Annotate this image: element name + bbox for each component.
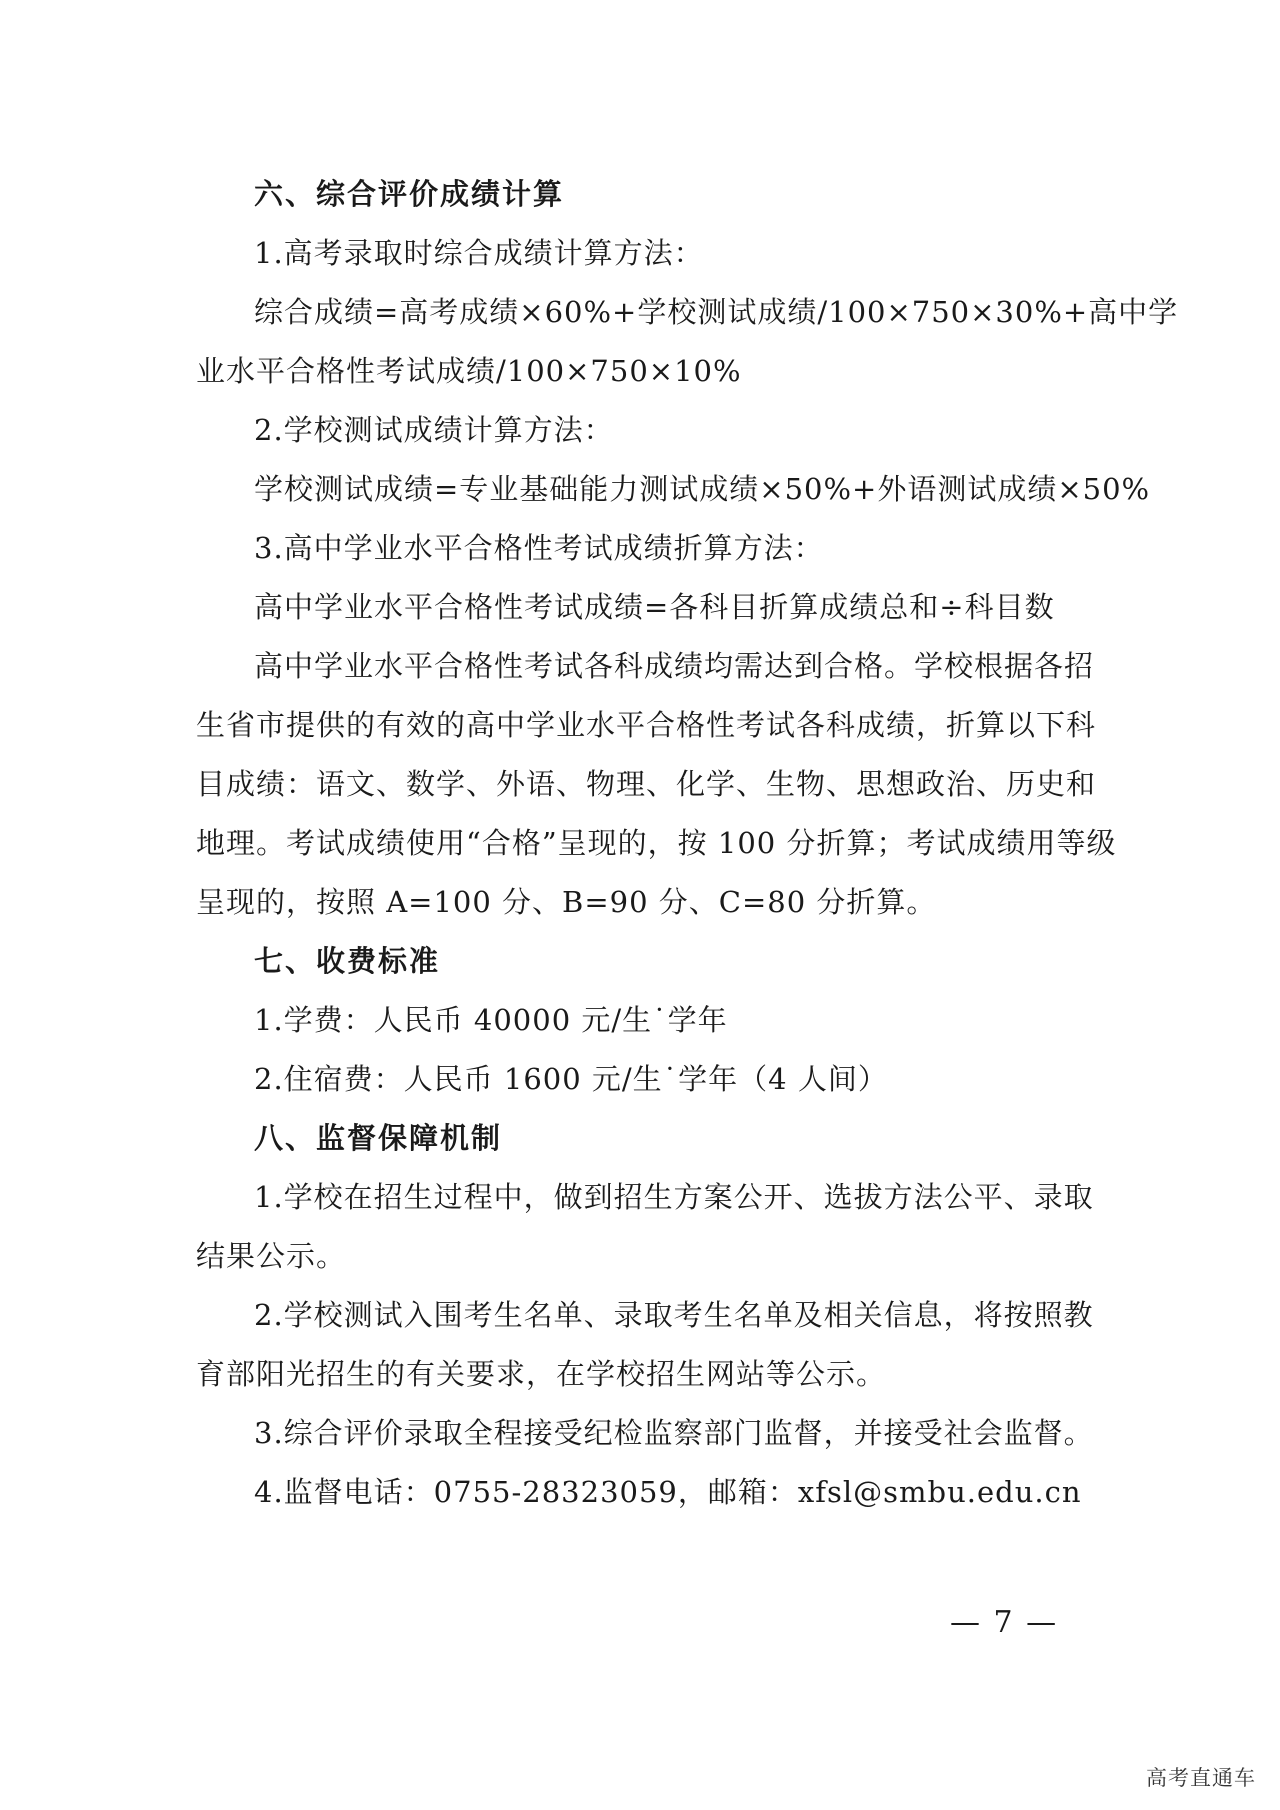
fee-accommodation: 2.住宿费：人民币 1600 元/生˙学年（4 人间） <box>254 1062 888 1096</box>
paragraph: 1.高考录取时综合成绩计算方法： <box>254 236 704 270</box>
paragraph: 高中学业水平合格性考试各科成绩均需达到合格。学校根据各招 <box>254 649 1095 683</box>
paragraph: 2.学校测试成绩计算方法： <box>254 413 614 447</box>
paragraph: 生省市提供的有效的高中学业水平合格性考试各科成绩，折算以下科 <box>196 708 1097 742</box>
paragraph: 3.高中学业水平合格性考试成绩折算方法： <box>254 531 824 565</box>
section-heading-8: 八、监督保障机制 <box>254 1121 503 1155</box>
watermark-label: 高考直通车 <box>1146 1766 1256 1790</box>
paragraph: 1.学校在招生过程中，做到招生方案公开、选拔方法公平、录取 <box>254 1180 1094 1214</box>
fee-tuition: 1.学费：人民币 40000 元/生˙学年 <box>254 1003 728 1037</box>
formula-line: 学校测试成绩=专业基础能力测试成绩×50%+外语测试成绩×50% <box>254 472 1151 506</box>
paragraph: 育部阳光招生的有关要求，在学校招生网站等公示。 <box>196 1357 887 1391</box>
formula-line: 综合成绩=高考成绩×60%+学校测试成绩/100×750×30%+高中学 <box>254 295 1179 329</box>
formula-line: 业水平合格性考试成绩/100×750×10% <box>196 354 742 388</box>
paragraph: 呈现的，按照 A=100 分、B=90 分、C=80 分折算。 <box>196 885 937 919</box>
contact-line: 4.监督电话：0755-28323059，邮箱：xfsl@smbu.edu.cn <box>254 1475 1082 1509</box>
formula-line: 高中学业水平合格性考试成绩=各科目折算成绩总和÷科目数 <box>254 590 1055 624</box>
paragraph: 3.综合评价录取全程接受纪检监察部门监督，并接受社会监督。 <box>254 1416 1094 1450</box>
section-heading-6: 六、综合评价成绩计算 <box>254 177 565 211</box>
paragraph: 结果公示。 <box>196 1239 347 1273</box>
section-heading-7: 七、收费标准 <box>254 944 441 978</box>
paragraph: 2.学校测试入围考生名单、录取考生名单及相关信息，将按照教 <box>254 1298 1094 1332</box>
paragraph: 目成绩：语文、数学、外语、物理、化学、生物、思想政治、历史和 <box>196 767 1097 801</box>
page-number: — 7 — <box>950 1605 1059 1640</box>
paragraph: 地理。考试成绩使用“合格”呈现的，按 100 分折算；考试成绩用等级 <box>196 826 1117 860</box>
document-body <box>196 165 1179 1522</box>
